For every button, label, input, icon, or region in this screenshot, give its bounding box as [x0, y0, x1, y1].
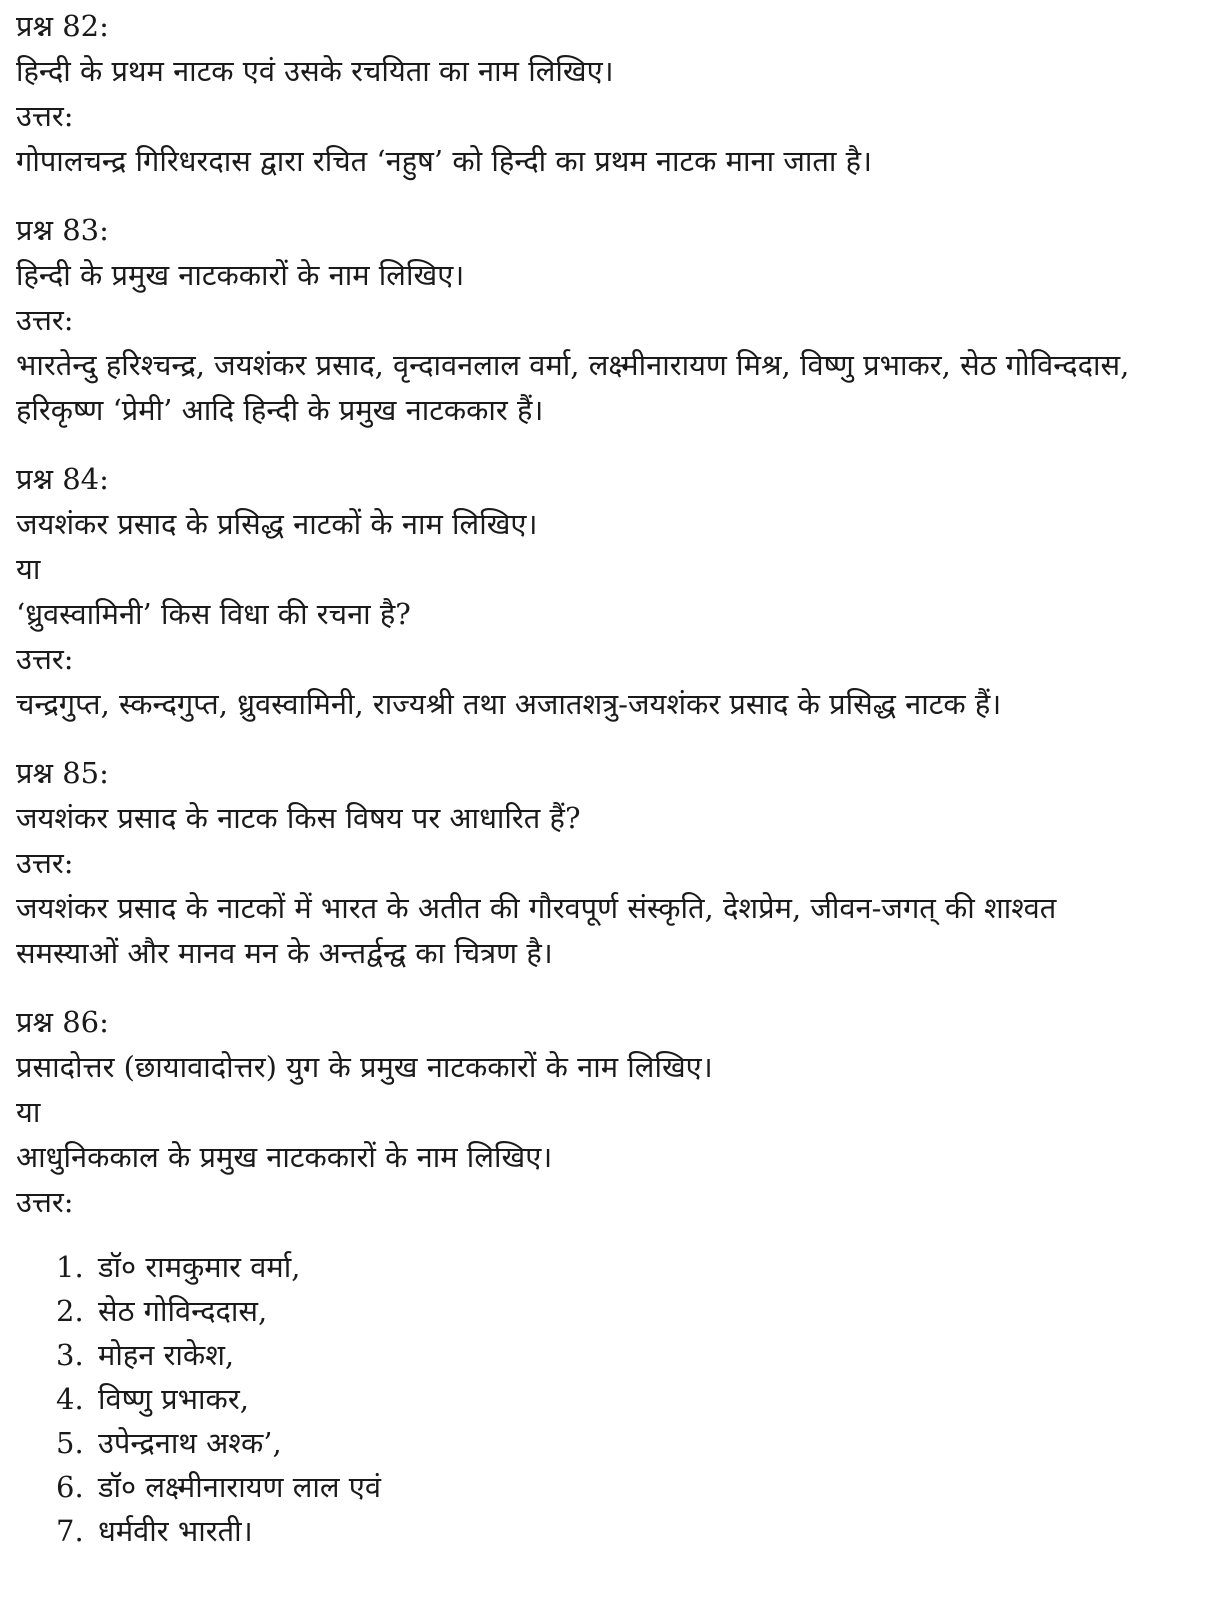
question-text: आधुनिककाल के प्रमुख नाटककारों के नाम लिखिए।: [16, 1140, 553, 1174]
question-block-85: [16, 751, 1228, 976]
list-item: [56, 1289, 1228, 1333]
question-block-86: [16, 1000, 1228, 1553]
question-text: हिन्दी के प्रमुख नाटककारों के नाम लिखिए।: [16, 258, 465, 292]
answer-label: उत्तर:: [16, 642, 74, 676]
question-label: प्रश्न 84:: [16, 462, 109, 496]
answer-text: जयशंकर प्रसाद के नाटकों में भारत के अतीत की गौरवपूर्ण संस्कृति, देशप्रेम, जीवन-जगत् की शाश्वत: [16, 891, 1057, 925]
answer-text: गोपालचन्द्र गिरिधरदास द्वारा रचित ‘नहुष’ को हिन्दी का प्रथम नाटक माना जाता है।: [16, 144, 872, 178]
list-number: 2.: [56, 1294, 84, 1328]
question-label: प्रश्न 83:: [16, 213, 109, 247]
list-text: धर्मवीर भारती।: [98, 1514, 253, 1548]
question-text: प्रसादोत्तर (छायावादोत्तर) युग के प्रमुख नाटककारों के नाम लिखिए।: [16, 1050, 713, 1084]
list-number: 7.: [56, 1514, 84, 1548]
question-label: प्रश्न 82:: [16, 9, 109, 43]
list-number: 6.: [56, 1470, 84, 1504]
question-text: जयशंकर प्रसाद के प्रसिद्ध नाटकों के नाम लिखिए।: [16, 507, 538, 541]
list-number: 5.: [56, 1426, 84, 1460]
list-item: [56, 1465, 1228, 1509]
question-or: या: [16, 552, 41, 586]
list-item: [56, 1377, 1228, 1421]
list-item: [56, 1509, 1228, 1553]
list-text: डॉ० लक्ष्मीनारायण लाल एवं: [98, 1470, 381, 1504]
list-item: [56, 1421, 1228, 1465]
answer-text: हरिकृष्ण ‘प्रेमी’ आदि हिन्दी के प्रमुख नाटककार हैं।: [16, 393, 544, 427]
answer-list: [16, 1245, 1228, 1553]
question-text: ‘ध्रुवस्वामिनी’ किस विधा की रचना है?: [16, 597, 411, 631]
answer-text: भारतेन्दु हरिश्चन्द्र, जयशंकर प्रसाद, वृन्दावनलाल वर्मा, लक्ष्मीनारायण मिश्र, विष्णु प्रभाकर, सेठ गोविन्ददास,: [16, 348, 1130, 382]
question-text: हिन्दी के प्रथम नाटक एवं उसके रचयिता का नाम लिखिए।: [16, 54, 614, 88]
list-item: [56, 1333, 1228, 1377]
answer-label: उत्तर:: [16, 99, 74, 133]
list-number: 3.: [56, 1338, 84, 1372]
question-block-83: [16, 208, 1228, 433]
answer-text: समस्याओं और मानव मन के अन्तर्द्वन्द्व का चित्रण है।: [16, 936, 553, 970]
question-block-82: [16, 4, 1228, 184]
answer-label: उत्तर:: [16, 846, 74, 880]
list-text: सेठ गोविन्ददास,: [98, 1294, 268, 1328]
question-text: जयशंकर प्रसाद के नाटक किस विषय पर आधारित हैं?: [16, 801, 581, 835]
list-number: 1.: [56, 1250, 84, 1284]
list-number: 4.: [56, 1382, 84, 1416]
list-text: उपेन्द्रनाथ अश्क’,: [98, 1426, 282, 1460]
list-text: डॉ० रामकुमार वर्मा,: [98, 1250, 301, 1284]
question-block-84: [16, 457, 1228, 727]
question-label: प्रश्न 85:: [16, 756, 109, 790]
list-item: [56, 1245, 1228, 1289]
list-text: विष्णु प्रभाकर,: [98, 1382, 249, 1416]
answer-label: उत्तर:: [16, 303, 74, 337]
question-or: या: [16, 1095, 41, 1129]
question-label: प्रश्न 86:: [16, 1005, 109, 1039]
answer-text: चन्द्रगुप्त, स्कन्दगुप्त, ध्रुवस्वामिनी, राज्यश्री तथा अजातशत्रु-जयशंकर प्रसाद के प्रसिद्ध नाटक हैं।: [16, 687, 1002, 721]
list-text: मोहन राकेश,: [98, 1338, 235, 1372]
answer-label: उत्तर:: [16, 1185, 74, 1219]
